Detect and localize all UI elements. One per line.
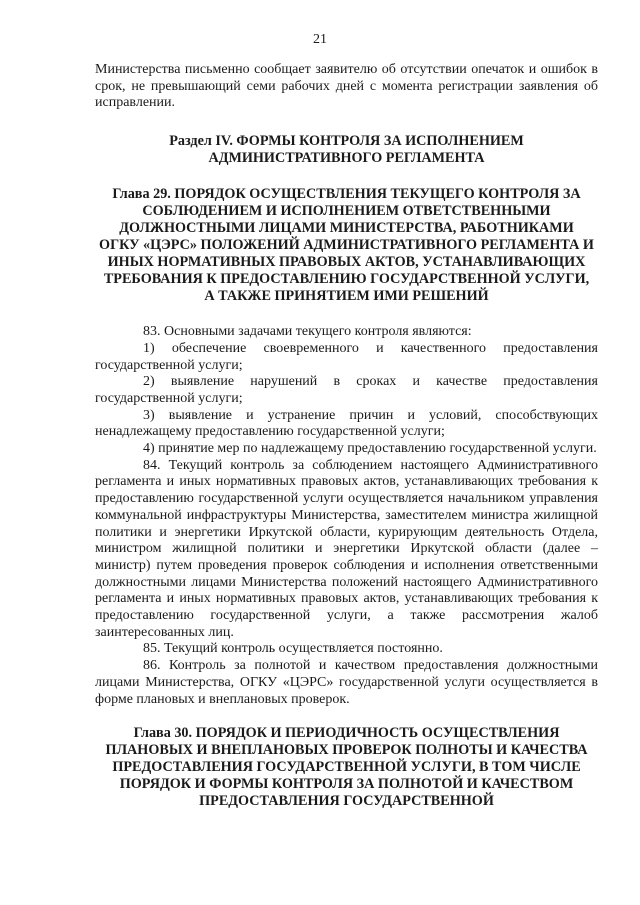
paragraph-84: 84. Текущий контроль за соблюдением настоящего Административного регламента и иных нормативных правовых актов, устанавливающих требования к предоставлению государственной услуги осуществляется начальником управления коммунальной инфраструктуры Министерства, заместителем министра жилищной политики и энергетики Иркутской области, курирующим деятельность Отдела, министром жилищной политики и энергетики Иркутской области (далее – министр) путем проведения проверок соблюдения и исполнения ответственными должностными лицами Министерства положений настоящего Административного регламента и иных нормативных правовых актов, устанавливающих требования к предоставлению государственной услуги, а также рассмотрения жалоб заинтересованных лиц. — [95, 457, 598, 640]
paragraph-83: 83. Основными задачами текущего контроля являются: — [143, 324, 472, 340]
paragraph-86: 86. Контроль за полнотой и качеством предоставления должностными лицами Министерства, ОГКУ «ЦЭРС» государственной услуги осуществляется в форме плановых и внеплановых проверок. — [95, 658, 598, 707]
list-item-4: 4) принятие мер по надлежащему предоставлению государственной услуги. — [143, 441, 597, 457]
intro-paragraph: Министерства письменно сообщает заявителю об отсутствии опечаток и ошибок в срок, не превышающий семи рабочих дней с момента регистрации заявления об исправлении. — [95, 62, 598, 111]
page-number: 21 — [313, 32, 327, 47]
list-item-1: 1) обеспечение своевременного и качественного предоставления государственной услуги; — [95, 340, 598, 373]
chapter-29-title: Глава 29. ПОРЯДОК ОСУЩЕСТВЛЕНИЯ ТЕКУЩЕГО КОНТРОЛЯ ЗА СОБЛЮДЕНИЕМ И ИСПОЛНЕНИЕМ ОТВЕТСТВЕННЫМИ ДОЛЖНОСТНЫМИ ЛИЦАМИ МИНИСТЕРСТВА, РАБОТНИКАМИ ОГКУ «ЦЭРС» ПОЛОЖЕНИЙ АДМИНИСТРАТИВНОГО РЕГЛАМЕНТА И ИНЫХ НОРМАТИВНЫХ ПРАВОВЫХ АКТОВ, УСТАНАВЛИВАЮЩИХ ТРЕБОВАНИЯ К ПРЕДОСТАВЛЕНИЮ ГОСУДАРСТВЕННОЙ УСЛУГИ, А ТАКЖЕ ПРИНЯТИЕМ ИМИ РЕШЕНИЙ — [99, 186, 594, 305]
chapter-30-title: Глава 30. ПОРЯДОК И ПЕРИОДИЧНОСТЬ ОСУЩЕСТВЛЕНИЯ ПЛАНОВЫХ И ВНЕПЛАНОВЫХ ПРОВЕРОК ПОЛНОТЫ И КАЧЕСТВА ПРЕДОСТАВЛЕНИЯ ГОСУДАРСТВЕННОЙ УСЛУГИ, В ТОМ ЧИСЛЕ ПОРЯДОК И ФОРМЫ КОНТРОЛЯ ЗА ПОЛНОТОЙ И КАЧЕСТВОМ ПРЕДОСТАВЛЕНИЯ ГОСУДАРСТВЕННОЙ — [105, 725, 588, 810]
page-content — [95, 62, 598, 810]
paragraph-85: 85. Текущий контроль осуществляется постоянно. — [143, 641, 443, 657]
list-item-2: 2) выявление нарушений в сроках и качестве предоставления государственной услуги; — [95, 374, 598, 406]
section-title: Раздел IV. ФОРМЫ КОНТРОЛЯ ЗА ИСПОЛНЕНИЕМ АДМИНИСТРАТИВНОГО РЕГЛАМЕНТА — [169, 133, 524, 167]
list-item-3: 3) выявление и устранение причин и условий, способствующих ненадлежащему предоставлению государственной услуги; — [95, 407, 598, 440]
